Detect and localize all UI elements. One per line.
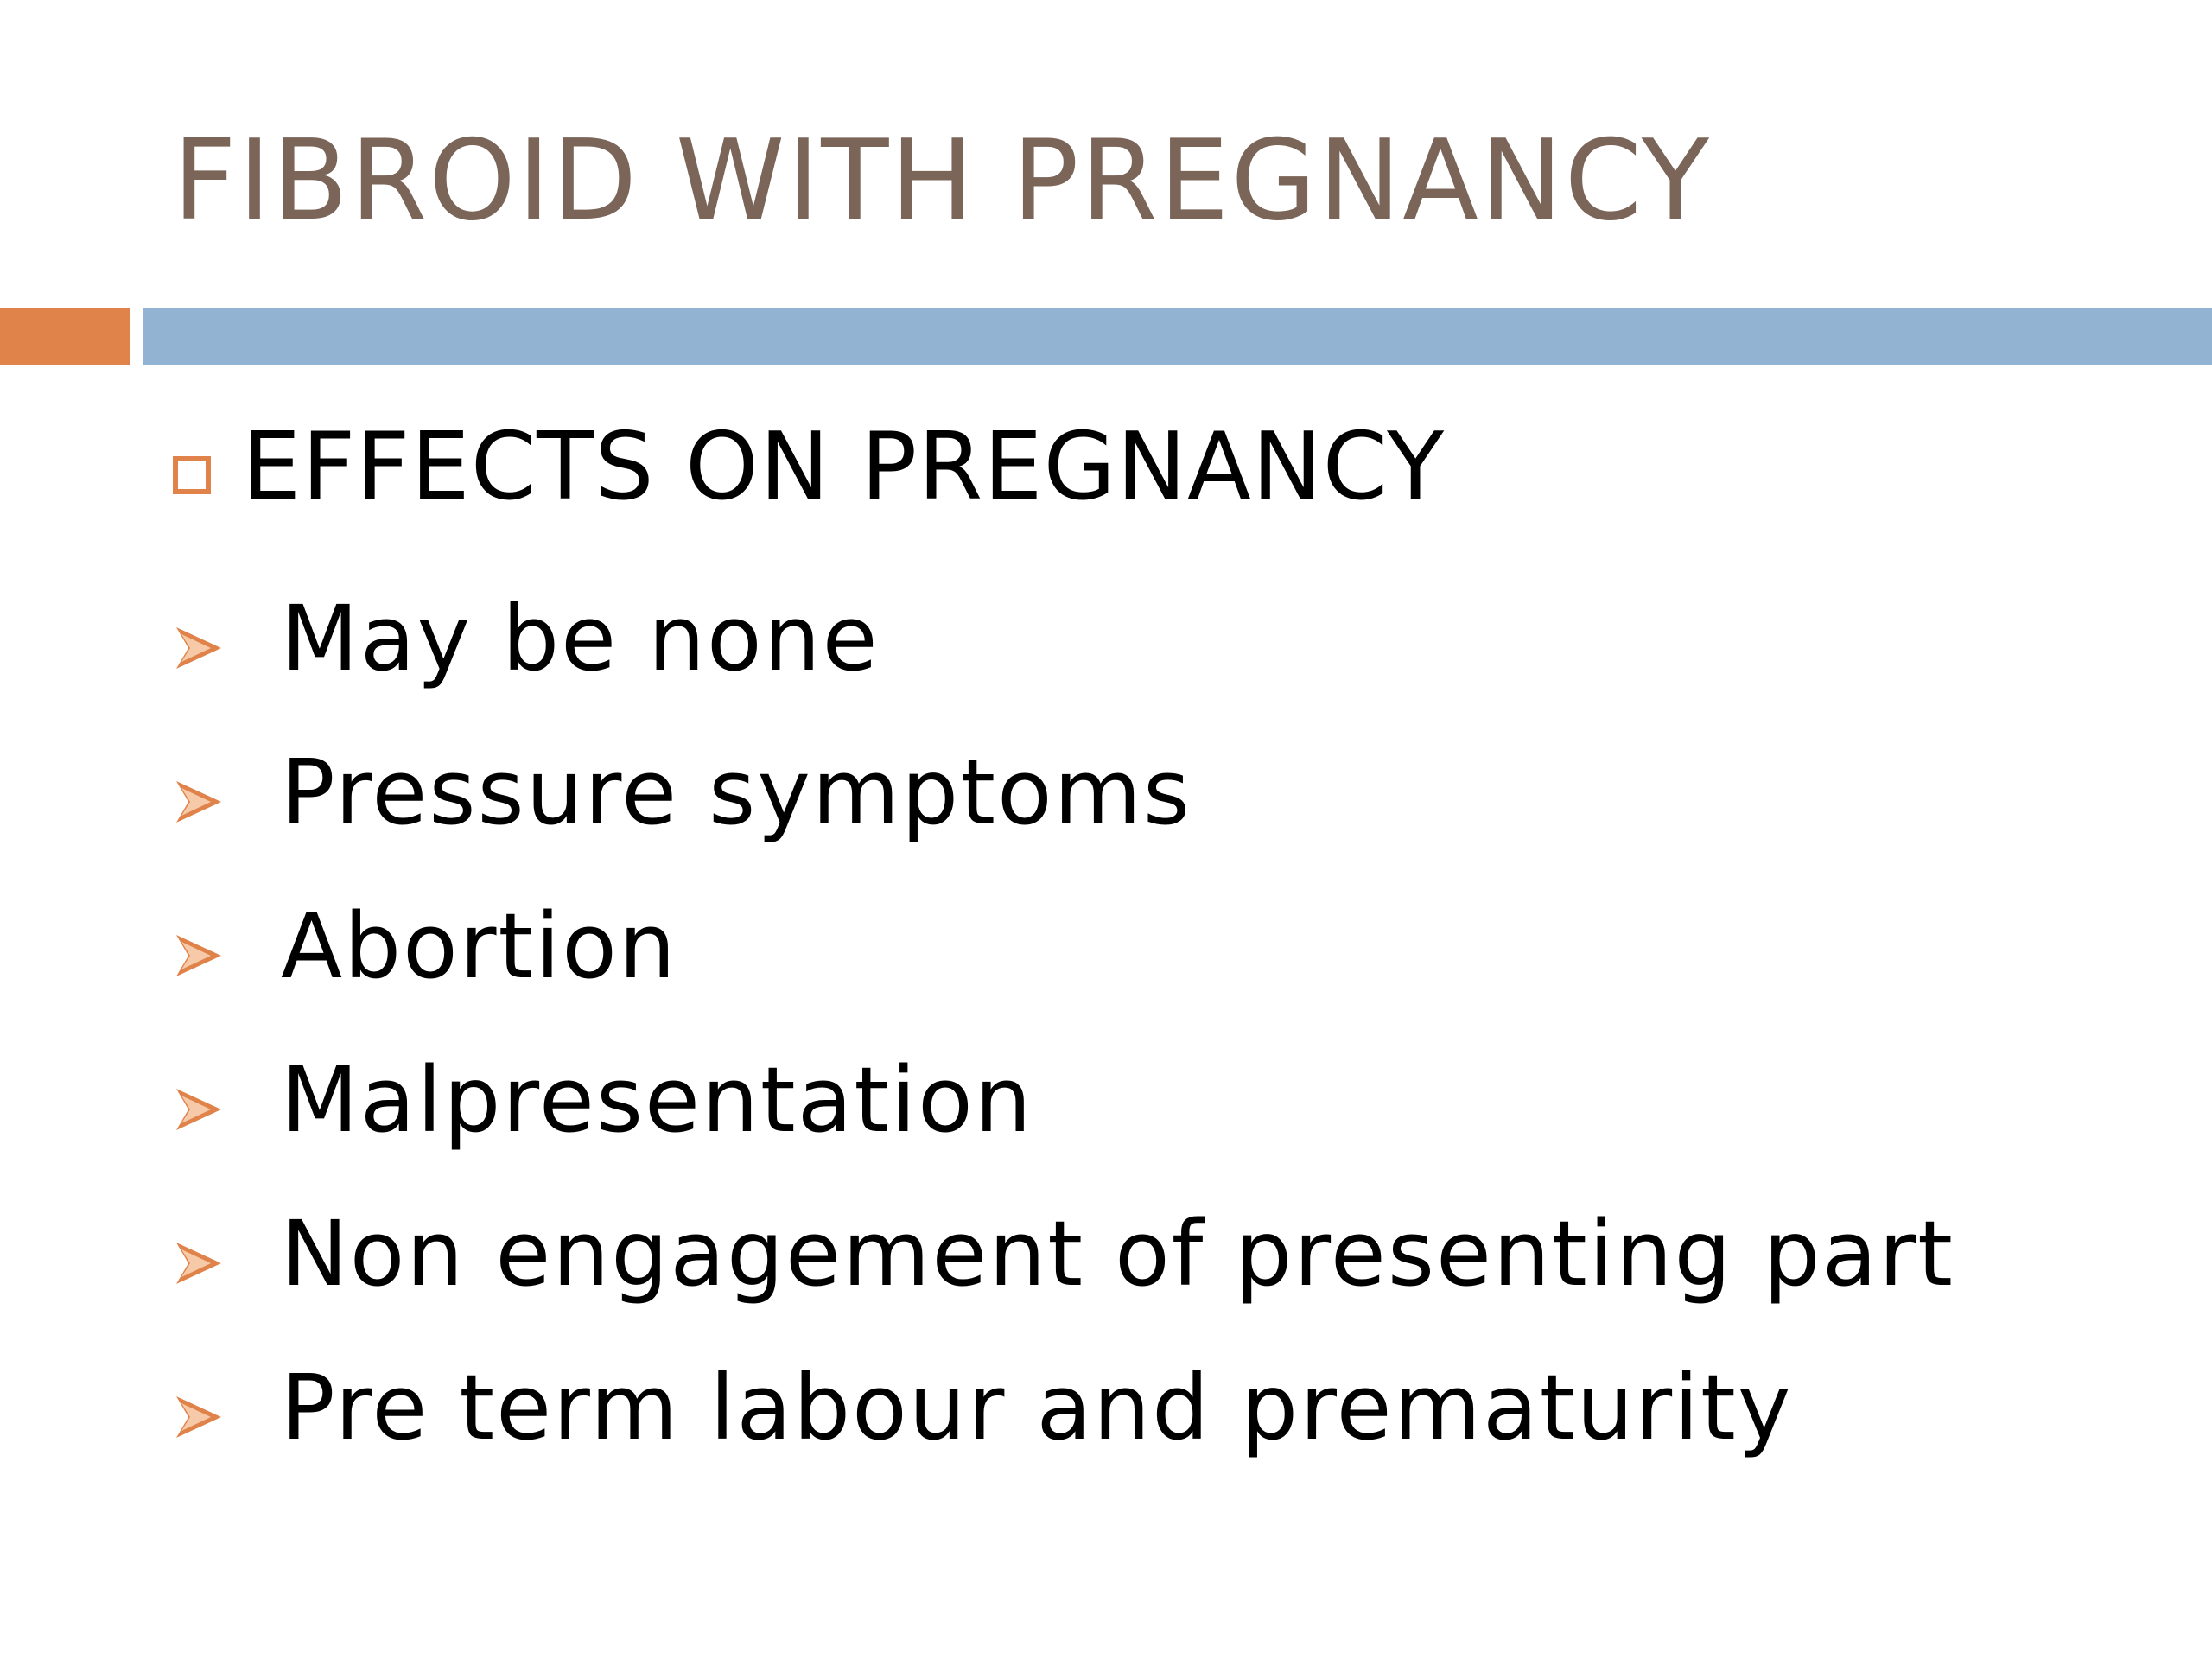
bullet-text: Abortion <box>281 893 677 999</box>
section-heading-text: EFFECTS ON PREGNANCY <box>242 412 1446 521</box>
arrowhead-icon <box>173 1391 225 1443</box>
title-accent-bar-blue <box>143 308 2212 365</box>
bullet-text: Pre term labour and prematurity <box>281 1355 1793 1460</box>
bullet-text: Malpresentation <box>281 1047 1033 1153</box>
arrowhead-icon <box>173 776 225 828</box>
bullet-text: Non engagement of presenting part <box>281 1201 1955 1306</box>
arrowhead-icon <box>173 622 225 674</box>
arrowhead-icon <box>173 1237 225 1289</box>
arrowhead-icon <box>173 930 225 982</box>
section-heading <box>173 412 1446 521</box>
list-item <box>173 869 1955 1023</box>
list-item <box>173 1023 1955 1177</box>
list-item <box>173 1177 1955 1331</box>
arrowhead-icon <box>173 1084 225 1135</box>
hollow-square-icon <box>173 456 211 494</box>
title-accent-bar-orange <box>0 308 130 365</box>
list-item <box>173 1331 1955 1484</box>
bullet-text: Pressure symptoms <box>281 740 1192 845</box>
list-item <box>173 562 1955 715</box>
slide-title: FIBROID WITH PREGNANCY <box>173 117 1711 245</box>
bullet-text: May be none <box>281 586 880 691</box>
bullet-list <box>173 562 1955 1484</box>
list-item <box>173 715 1955 869</box>
